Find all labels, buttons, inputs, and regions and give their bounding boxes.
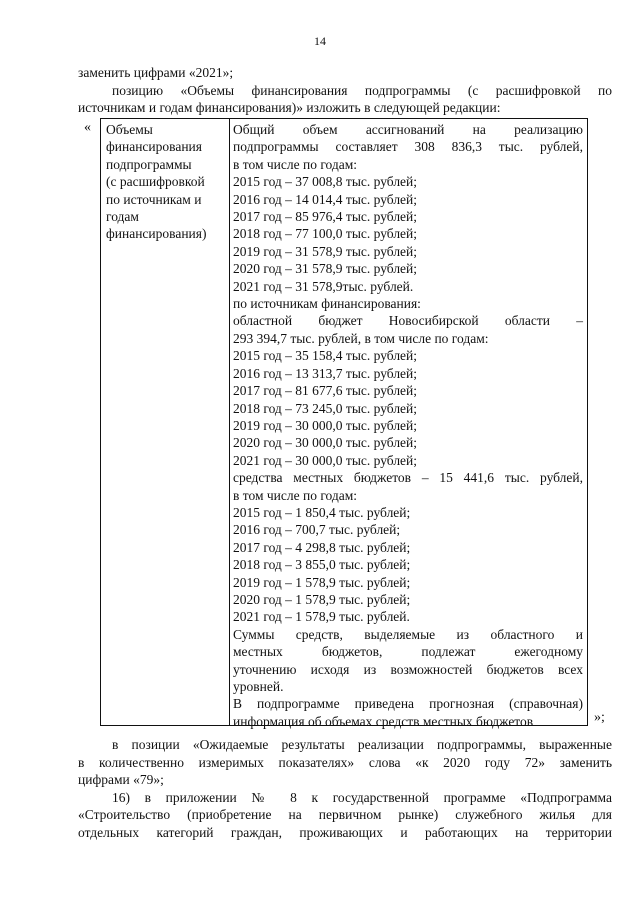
left-line: подпрограммы <box>106 156 192 172</box>
regional-budget-line: 293 394,7 тыс. рублей, в том числе по годам: <box>233 330 489 346</box>
year-regional: 2016 год – 13 313,7 тыс. рублей; <box>233 365 418 381</box>
year-regional: 2015 год – 35 158,4 тыс. рублей; <box>233 348 418 364</box>
total-line: Общий объем ассигнований на реализацию <box>233 122 583 137</box>
left-line: финансирования) <box>106 226 207 242</box>
after-p1-line: в количественно измеримых показателях» слова «к 2020 году 72» заменить <box>78 754 612 770</box>
year-regional: 2019 год – 30 000,0 тыс. рублей; <box>233 417 418 433</box>
year-local: 2020 год – 1 578,9 тыс. рублей; <box>233 591 411 607</box>
year-regional: 2020 год – 30 000,0 тыс. рублей; <box>233 435 418 451</box>
intro-line-3: источникам и годам финансирования)» изложить в следующей редакции: <box>78 100 501 115</box>
left-line: по источникам и <box>106 191 202 207</box>
left-line: Объемы <box>106 122 153 137</box>
after-p2-line: отдельных категорий граждан, проживающих и работающих на территории <box>78 824 612 840</box>
local-budget-line: средства местных бюджетов – 15 441,6 тыс. рублей, <box>233 470 583 486</box>
note-line: уточнению исходя из возможностей бюджетов всех <box>233 661 583 677</box>
column-divider <box>229 119 230 725</box>
regional-budget-line: областной бюджет Новосибирской области – <box>233 313 583 329</box>
after-p1-line: в позиции «Ожидаемые результаты реализации подпрограммы, выраженные <box>112 737 612 752</box>
after-p2-line: 16) в приложении № 8 к государственной программе «Подпрограмма <box>112 789 612 805</box>
year-local: 2021 год – 1 578,9 тыс. рублей. <box>233 609 410 625</box>
left-line: годам <box>106 209 139 225</box>
year-local: 2017 год – 4 298,8 тыс. рублей; <box>233 539 411 555</box>
note-line: местных бюджетов, подлежат ежегодному <box>233 644 583 660</box>
after-p2-line: «Строительство (приобретение на первичном рынке) служебного жилья для <box>78 807 612 822</box>
year-local: 2016 год – 700,7 тыс. рублей; <box>233 522 401 538</box>
year-regional: 2017 год – 81 677,6 тыс. рублей; <box>233 383 418 399</box>
year-local: 2018 год – 3 855,0 тыс. рублей; <box>233 557 411 573</box>
local-budget-line: в том числе по годам: <box>233 487 358 503</box>
open-quote: « <box>84 120 91 135</box>
year-total: 2017 год – 85 976,4 тыс. рублей; <box>233 209 418 225</box>
year-total: 2019 год – 31 578,9 тыс. рублей; <box>233 243 418 259</box>
after-text <box>78 736 612 841</box>
position-content-cell <box>233 121 583 730</box>
note-line: информация об объемах средств местных бюджетов <box>233 713 534 729</box>
note-line: В подпрограмме приведена прогнозная (справочная) <box>233 696 583 712</box>
year-regional: 2018 год – 73 245,0 тыс. рублей; <box>233 400 418 416</box>
left-line: финансирования <box>106 139 202 155</box>
year-total: 2016 год – 14 014,4 тыс. рублей; <box>233 191 418 207</box>
year-regional: 2021 год – 30 000,0 тыс. рублей; <box>233 452 418 468</box>
total-line: в том числе по годам: <box>233 156 358 172</box>
year-local: 2019 год – 1 578,9 тыс. рублей; <box>233 574 411 590</box>
intro-line-2: позицию «Объемы финансирования подпрограммы (с расшифровкой по <box>112 82 612 98</box>
note-line: Суммы средств, выделяемые из областного и <box>233 626 583 642</box>
note-line: уровней. <box>233 679 284 694</box>
close-quote: »; <box>594 710 605 725</box>
year-total: 2018 год – 77 100,0 тыс. рублей; <box>233 226 418 242</box>
year-local: 2015 год – 1 850,4 тыс. рублей; <box>233 504 411 520</box>
left-line: (с расшифровкой <box>106 174 205 190</box>
year-total: 2021 год – 31 578,9тыс. рублей. <box>233 278 414 294</box>
intro-line-1: заменить цифрами «2021»; <box>78 65 234 80</box>
page-number: 14 <box>314 34 326 48</box>
after-p1-line: цифрами «79»; <box>78 772 164 787</box>
year-total: 2020 год – 31 578,9 тыс. рублей; <box>233 261 418 277</box>
position-name-cell <box>106 121 226 243</box>
intro-text <box>78 64 612 117</box>
sources-header: по источникам финансирования: <box>233 296 421 312</box>
year-total: 2015 год – 37 008,8 тыс. рублей; <box>233 174 418 190</box>
total-line: подпрограммы составляет 308 836,3 тыс. рублей, <box>233 139 583 155</box>
funding-table <box>100 118 588 729</box>
